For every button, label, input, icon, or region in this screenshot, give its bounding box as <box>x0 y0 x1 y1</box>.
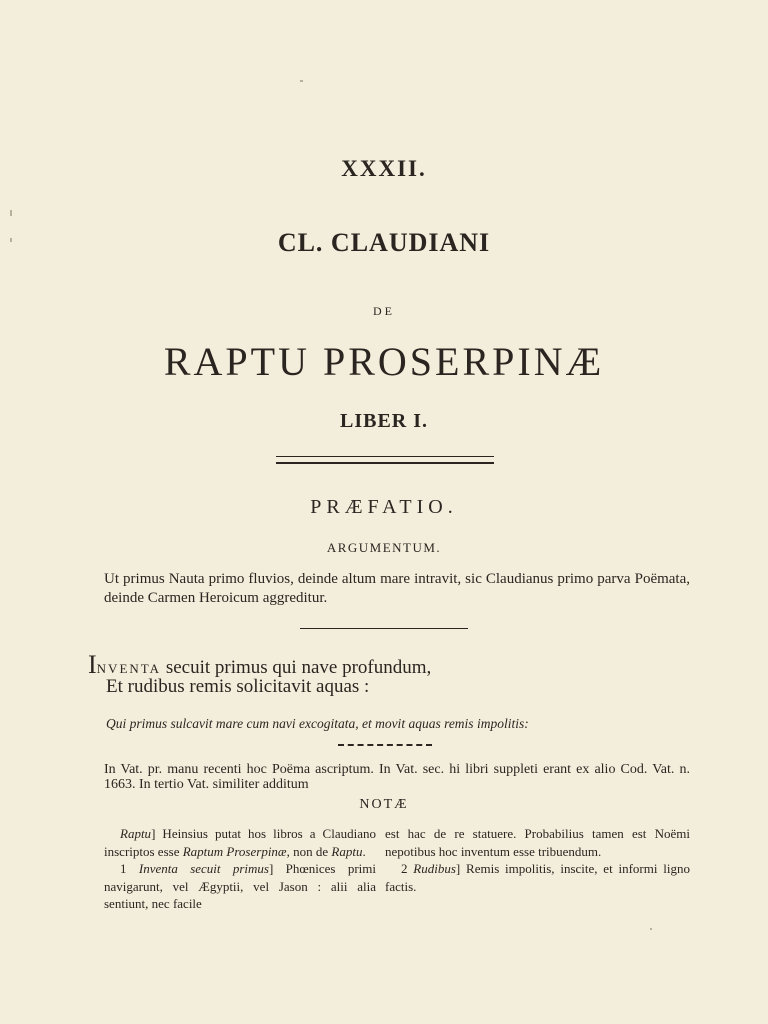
paper-speck <box>10 210 12 216</box>
note-lemma: Rudibus <box>413 861 456 876</box>
notes-column-right <box>385 825 690 895</box>
note-text: . <box>362 843 366 859</box>
note-text: ] Phœnices primi navigarunt, vel Ægyptii, vel Jason : alii alia sentiunt, nec facile <box>104 861 377 911</box>
double-rule-divider <box>276 456 494 464</box>
note-paragraph <box>385 860 690 895</box>
rule-divider <box>300 628 468 629</box>
verse-line-2: Et rudibus remis solicitavit aquas : <box>106 676 370 697</box>
book-label: LIBER I. <box>339 410 429 432</box>
note-number: 1 <box>120 861 139 876</box>
paper-speck <box>10 238 12 242</box>
drop-capital: I <box>88 650 97 679</box>
small-caps-word: NVENTA <box>96 661 162 676</box>
note-number: 2 <box>401 861 414 876</box>
verse-line-1-text: secuit primus qui nave profundum, <box>161 657 432 678</box>
note-paragraph <box>104 860 376 913</box>
dotted-divider <box>338 744 432 746</box>
praefatio-heading: PRÆFATIO. <box>310 496 458 518</box>
note-paragraph: est hac de re statuere. Probabilius tamen est Noëmi nepotibus hoc inventum esse tribuendum. <box>385 826 690 859</box>
notes-column-left <box>104 825 376 913</box>
paper-speck <box>300 80 303 82</box>
de-label: DE <box>373 304 395 318</box>
note-text: , non de <box>286 843 332 859</box>
note-paragraph <box>104 825 376 860</box>
paper-speck <box>650 928 652 930</box>
author-heading: CL. CLAUDIANI <box>277 228 491 257</box>
poem-title: RAPTU PROSERPINÆ <box>163 339 605 384</box>
critical-note: In Vat. pr. manu recenti hoc Poëma ascriptum. In Vat. sec. hi libri suppleti erant ex alio Cod. Vat. n. 1663. In tertio Vat. similiter additum <box>104 762 690 792</box>
argumentum-heading: ARGUMENTUM. <box>326 540 442 555</box>
note-text: ] Heinsius putat hos libros a Claudiano inscriptos esse <box>104 826 376 859</box>
notes-heading: NOTÆ <box>359 797 409 812</box>
argument-text: Ut primus Nauta primo fluvios, deinde altum mare intravit, sic Claudianus primo parva Poëmata, deinde Carmen Heroicum aggreditur. <box>104 571 690 606</box>
note-text: ] Remis impolitis, inscite, et informi ligno factis. <box>385 861 690 894</box>
poem-number: XXXII. <box>341 156 427 181</box>
note-lemma: Inventa secuit primus <box>138 861 269 876</box>
note-italic: Raptu <box>331 843 363 859</box>
note-italic: Raptum Proserpinæ <box>182 843 287 859</box>
paraphrase-line: Qui primus sulcavit mare cum navi excogitata, et movit aquas remis impolitis: <box>106 716 529 731</box>
note-lemma: Raptu <box>120 826 152 841</box>
